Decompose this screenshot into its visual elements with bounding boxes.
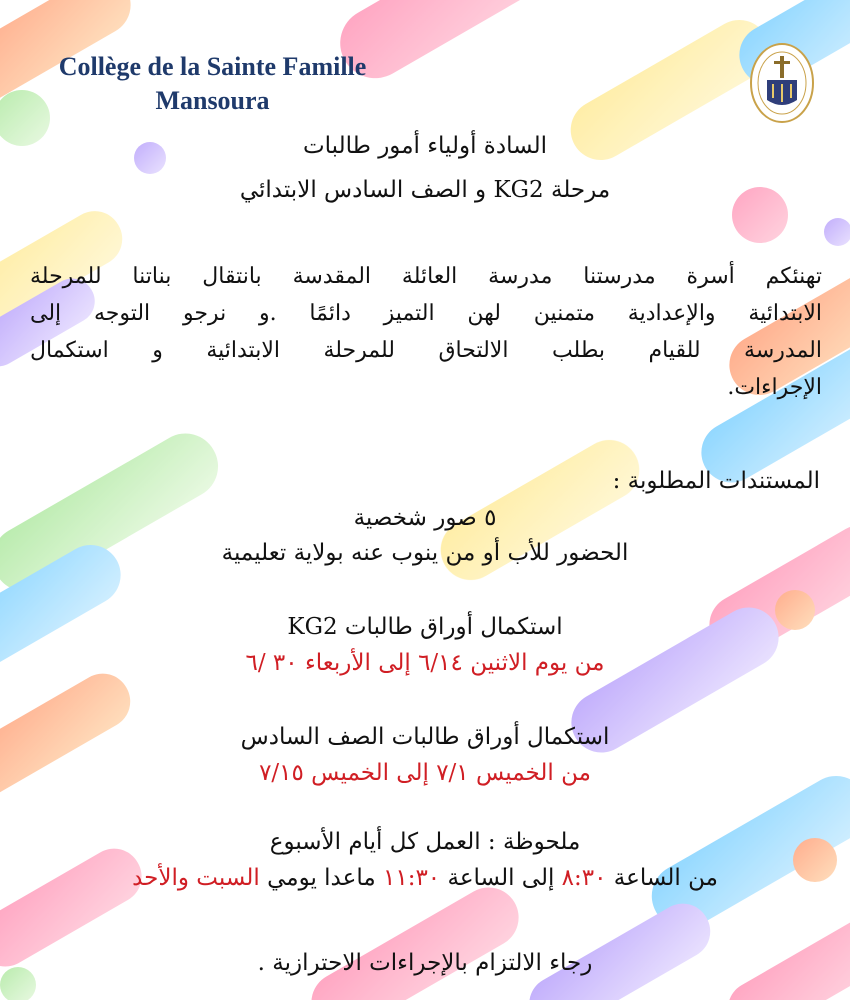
hours-prefix: من الساعة: [613, 865, 718, 891]
note-line: ملحوظة : العمل كل أيام الأسبوع: [269, 829, 581, 855]
kg2-title: استكمال أوراق طالبات KG2: [287, 614, 563, 640]
documents-item-attendance: الحضور للأب أو من ينوب عنه بولاية تعليمية: [221, 540, 629, 566]
grade6-dates: من الخميس ٧/١ إلى الخميس ٧/١٥: [259, 760, 591, 786]
grade6-title: استكمال أوراق طالبات الصف السادس: [240, 724, 610, 750]
hours-mid: إلى الساعة: [447, 865, 555, 891]
time-end: ١١:٣٠: [383, 865, 441, 891]
time-start: ٨:٣٠: [561, 865, 607, 891]
hours-except: ماعدا يومي: [267, 865, 376, 891]
announcement-paragraph: [30, 258, 822, 406]
days-off: السبت والأحد: [132, 865, 260, 891]
school-name-line1: Collège de la Sainte Famille: [58, 52, 367, 81]
school-name-line2: Mansoura: [155, 86, 270, 115]
closing-line: رجاء الالتزام بالإجراءات الاحترازية .: [257, 950, 593, 976]
paragraph-line: الابتدائية والإعدادية متمنين لهن التميز دائمًا .و نرجو التوجه إلى: [30, 301, 822, 326]
working-hours-line: [0, 863, 850, 893]
stage-line: مرحلة KG2 و الصف السادس الابتدائي: [239, 177, 611, 203]
school-seal-logo: [749, 42, 815, 124]
kg2-dates: من يوم الاثنين ٦/١٤ إلى الأربعاء ٣٠ /٦: [245, 650, 605, 676]
addressee-line: السادة أولياء أمور طالبات: [302, 133, 548, 159]
paragraph-line: تهنئكم أسرة مدرستنا مدرسة العائلة المقدسة بانتقال بناتنا للمرحلة: [30, 264, 822, 289]
documents-item-photos: ٥ صور شخصية: [353, 505, 497, 531]
school-name: [40, 50, 385, 118]
documents-heading: المستندات المطلوبة :: [612, 468, 820, 494]
paragraph-line: المدرسة للقيام بطلب الالتحاق للمرحلة الابتدائية و استكمال: [30, 338, 822, 363]
paragraph-line: الإجراءات.: [727, 375, 822, 400]
